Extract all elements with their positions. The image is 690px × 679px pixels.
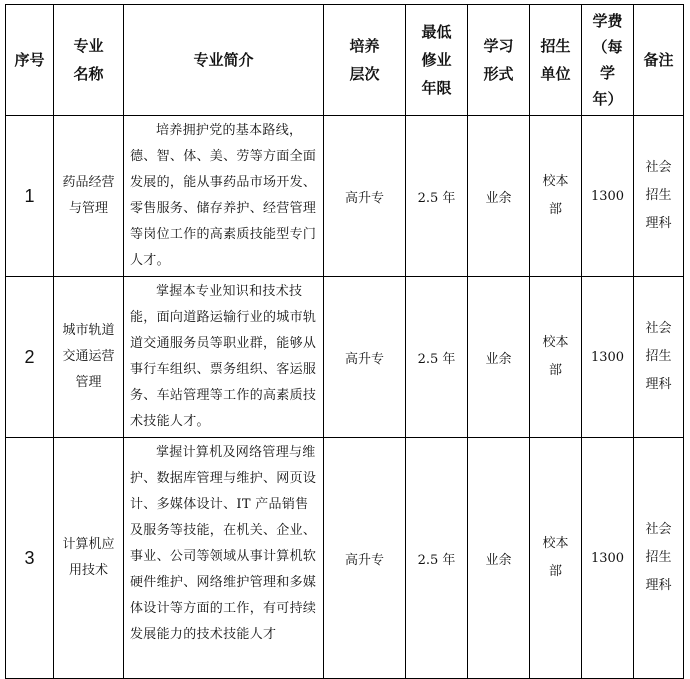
table-row [6,438,684,679]
cell-seq: 2 [6,277,54,438]
cell-seq: 3 [6,438,54,679]
cell-fee: 1300 [582,116,634,277]
cell-major-name: 药品经营与管理 [54,116,124,277]
cell-intro: 培养拥护党的基本路线，德、智、体、美、劳等方面全面发展的，能从事药品市场开发、零售服务、储存养护、经营管理等岗位工作的高素质技能型专门人才。 [124,116,324,277]
table-row [6,116,684,277]
cell-fee: 1300 [582,438,634,679]
cell-years: 2.5 年 [406,438,468,679]
cell-remark: 社会招生理科 [634,438,684,679]
cell-remark: 社会招生理科 [634,277,684,438]
header-mode: 学习形式 [468,5,530,116]
cell-level: 高升专 [324,116,406,277]
header-row [6,5,684,116]
cell-years: 2.5 年 [406,116,468,277]
cell-seq: 1 [6,116,54,277]
cell-unit: 校本部 [530,116,582,277]
cell-mode: 业余 [468,277,530,438]
cell-mode: 业余 [468,438,530,679]
header-unit: 招生单位 [530,5,582,116]
cell-unit: 校本部 [530,438,582,679]
cell-major-name: 城市轨道交通运营管理 [54,277,124,438]
header-name: 专业名称 [54,5,124,116]
header-fee: 学费（每学年） [582,5,634,116]
cell-intro: 掌握本专业知识和技术技能，面向道路运输行业的城市轨道交通服务员等职业群，能够从事行车组织、票务组织、客运服务、车站管理等工作的高素质技术技能人才。 [124,277,324,438]
cell-years: 2.5 年 [406,277,468,438]
table-row [6,277,684,438]
header-seq: 序号 [6,5,54,116]
header-intro: 专业简介 [124,5,324,116]
cell-fee: 1300 [582,277,634,438]
cell-unit: 校本部 [530,277,582,438]
cell-major-name: 计算机应用技术 [54,438,124,679]
cell-remark: 社会招生理科 [634,116,684,277]
header-remark: 备注 [634,5,684,116]
cell-intro: 掌握计算机及网络管理与维护、数据库管理与维护、网页设计、多媒体设计、IT 产品销售及服务等技能，在机关、企业、事业、公司等领域从事计算机软硬件维护、网络维护管理和多媒体设计等方面的工作，有可持续发展能力的技术技能人才 [124,438,324,679]
cell-level: 高升专 [324,277,406,438]
header-years: 最低修业年限 [406,5,468,116]
major-table [5,4,684,679]
cell-mode: 业余 [468,116,530,277]
header-level: 培养层次 [324,5,406,116]
cell-level: 高升专 [324,438,406,679]
